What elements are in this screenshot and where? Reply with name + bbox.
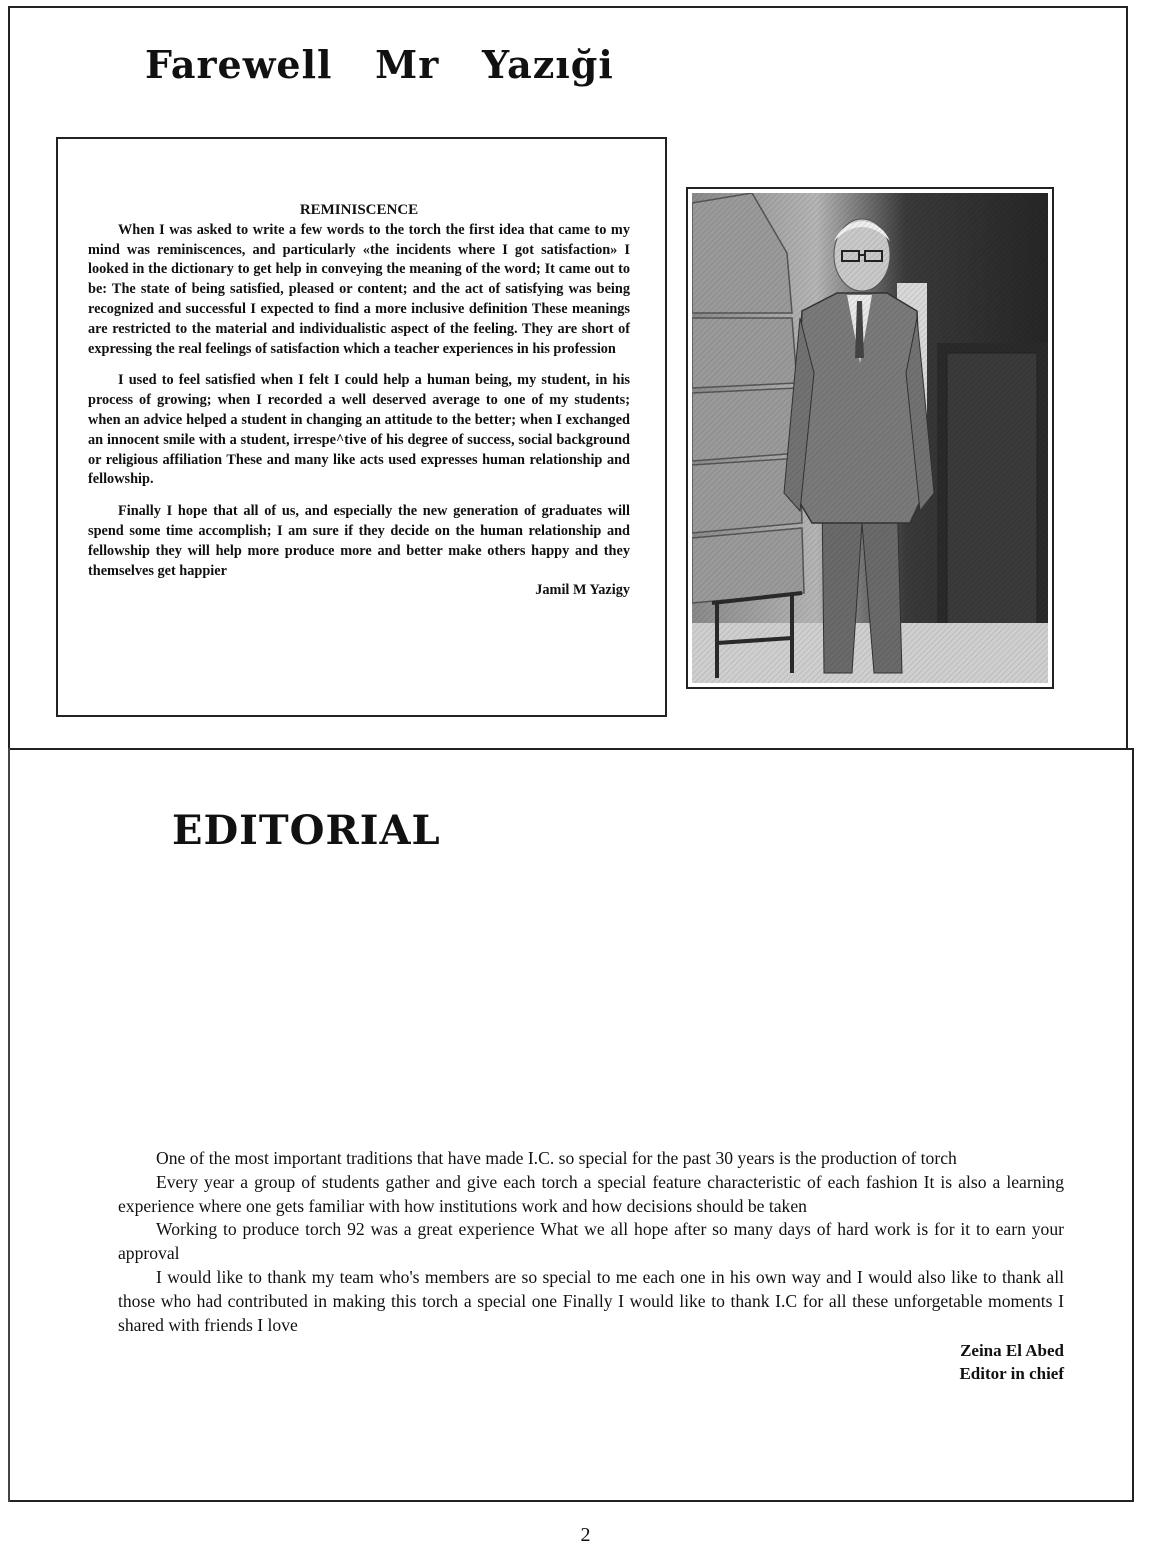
reminiscence-heading: REMINISCENCE xyxy=(299,202,419,218)
editorial-signature xyxy=(959,1339,1064,1385)
page-number: 2 xyxy=(580,1524,591,1546)
editorial-paragraph-2: Every year a group of students gather and give each torch a special feature characteristic of each fashion It is also a learning experience where one gets familiar with how institutions work and how decisions should be taken xyxy=(118,1171,1064,1216)
reminiscence-paragraph-3: Finally I hope that all of us, and especially the new generation of graduates will spend some time accomplish; I am sure if they decide on the human relationship and fellowship they will help more produce more and better make others happy and they themselves get happier xyxy=(88,503,630,579)
reminiscence-paragraph-2: I used to feel satisfied when I felt I could help a human being, my student, in his process of growing; when I recorded a well deserved average to one of my students; when an advice helped a student in changing an attitude to the better; when I exchanged an innocent smile with a student, irrespe^tive of his degree of success, social background or religious affiliation These and many like acts used expresses human relationship and fellowship. xyxy=(88,372,630,488)
reminiscence-signature: Jamil M Yazigy xyxy=(535,582,630,599)
reminiscence-paragraph-1: When I was asked to write a few words to the torch the first idea that came to my mind was reminiscences, and particularly «the incidents where I got satisfaction» I looked in the dictionary to get help in conveying the meaning of the word; It came out to be: The state of being satisfied, pleased or content; and the act of satisfying was being recognized and successful I expected to find a more inclusive definition These meanings are restricted to the material and individualistic aspect of the feeling. They are short of expressing the real feelings of satisfaction which a teacher experiences in his profession xyxy=(88,221,630,357)
editorial-paragraph-4: I would like to thank my team who's members are so special to me each one in his own way and I would also like to thank all those who had contributed in making this torch a special one Finally I would like to thank I.C for all these unforgetable moments I shared with friends I love xyxy=(118,1266,1064,1335)
farewell-title: Farewell Mr Yazıği xyxy=(145,42,614,87)
portrait-photo-frame xyxy=(686,187,1054,689)
editorial-signature-role: Editor in chief xyxy=(959,1364,1064,1383)
editorial-text xyxy=(118,1147,1064,1337)
reminiscence-box xyxy=(56,137,667,717)
editorial-paragraph-3: Working to produce torch 92 was a great experience What we all hope after so many days of hard work is for it to earn your approval xyxy=(118,1219,1064,1264)
reminiscence-text xyxy=(88,201,630,601)
portrait-photo xyxy=(692,193,1048,683)
editorial-signature-name: Zeina El Abed xyxy=(960,1341,1064,1360)
editorial-paragraph-1: One of the most important traditions that have made I.C. so special for the past 30 years is the production of torch xyxy=(156,1148,957,1168)
editorial-title: EDITORIAL xyxy=(172,807,441,854)
bottom-section-frame xyxy=(8,748,1134,1502)
left-rule xyxy=(8,748,10,1502)
